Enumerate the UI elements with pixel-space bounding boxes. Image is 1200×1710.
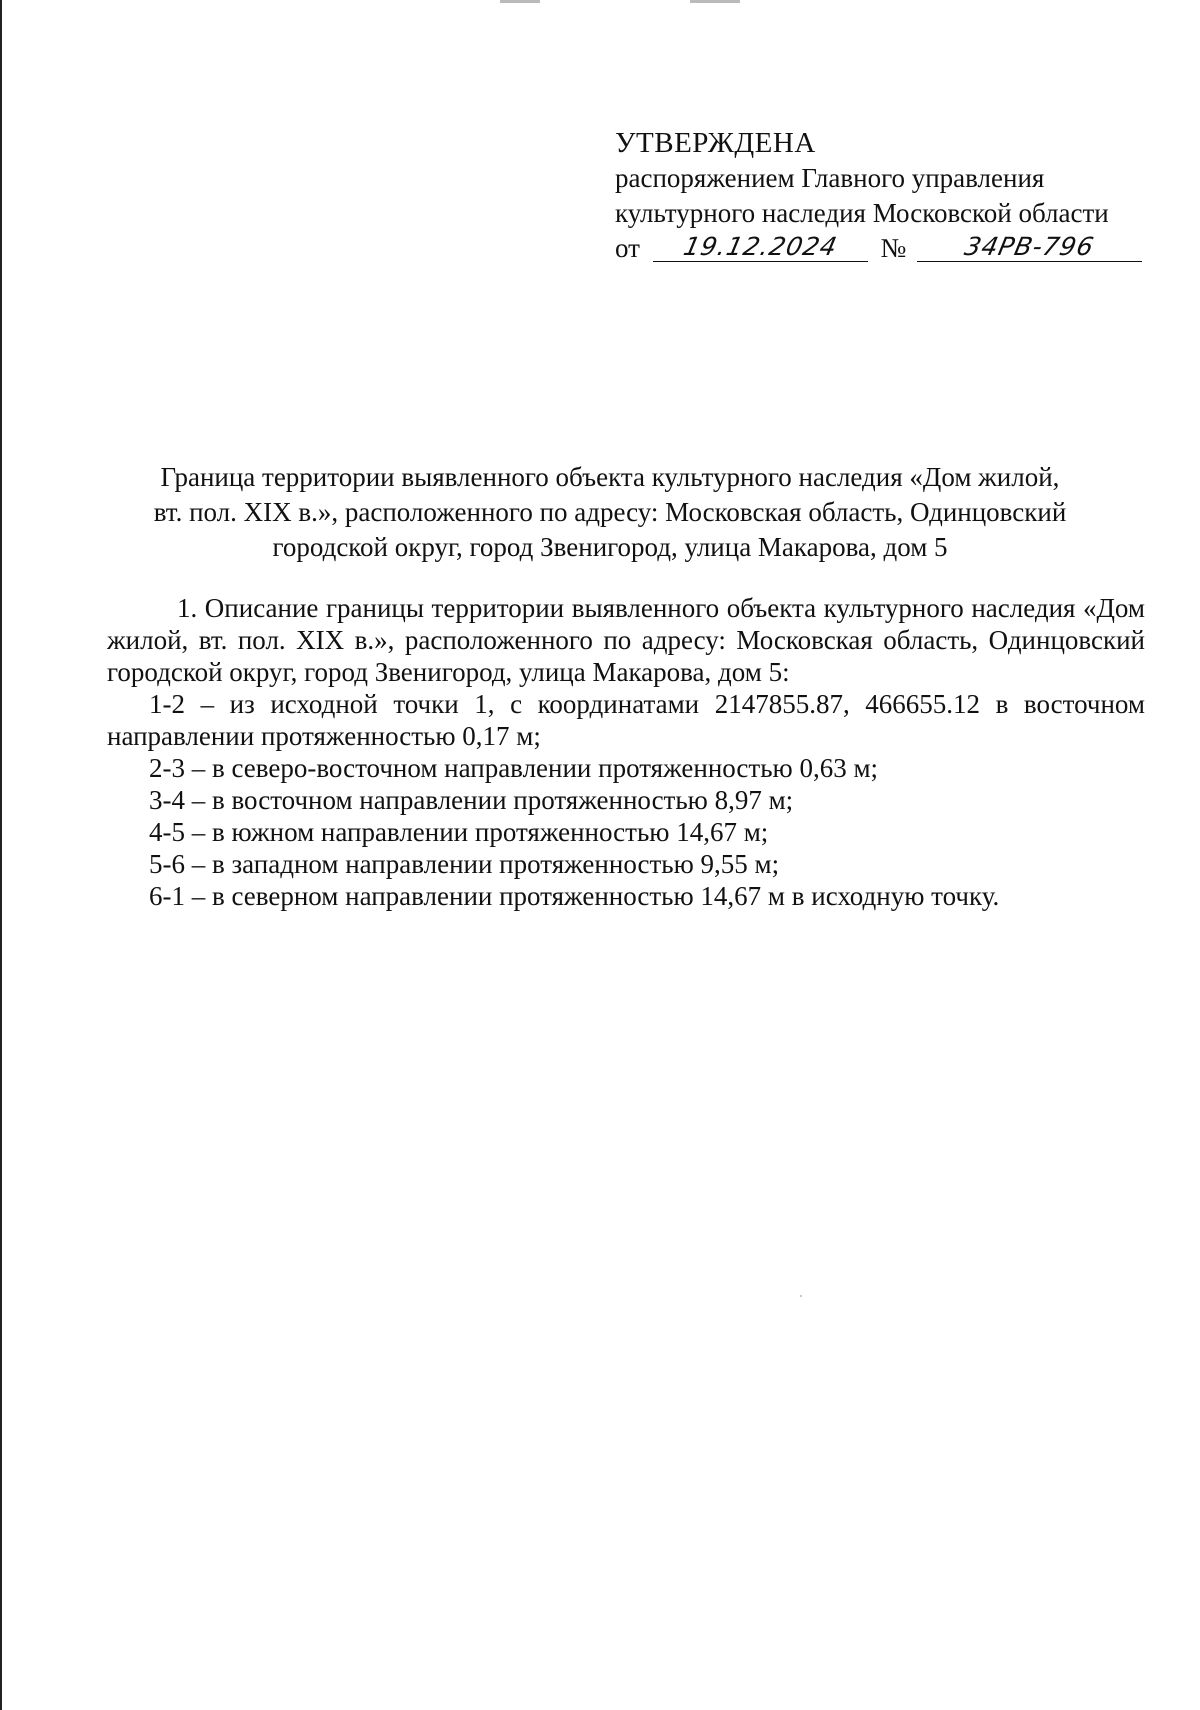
document-title bbox=[130, 460, 1090, 565]
scan-top-mark bbox=[690, 0, 740, 3]
segment-5-6: 5-6 – в западном направлении протяженностью 9,55 м; bbox=[149, 849, 780, 879]
number-prefix: № bbox=[880, 233, 907, 263]
handwritten-number: 34РВ-796 bbox=[961, 232, 1097, 261]
approval-line-1: распоряжением Главного управления bbox=[615, 163, 1045, 193]
document-title-line-3: городской округ, город Звенигород, улица Макарова, дом 5 bbox=[272, 532, 948, 562]
approval-line-2: культурного наследия Московской области bbox=[615, 198, 1109, 228]
handwritten-date: 19.12.2024 bbox=[680, 232, 840, 261]
date-prefix: от bbox=[615, 233, 640, 263]
approval-stamp-block bbox=[615, 126, 1175, 269]
scan-speck bbox=[800, 1295, 802, 1297]
boundary-description bbox=[107, 592, 1145, 912]
description-intro: 1. Описание границы территории выявленного объекта культурного наследия «Дом жилой, вт. пол. XIX в.», расположенного по адресу: Московская область, Одинцовский городской округ, город Звенигород, улица Макарова, дом 5: bbox=[107, 593, 1145, 687]
scan-top-mark bbox=[500, 0, 540, 3]
segment-4-5: 4-5 – в южном направлении протяженностью 14,67 м; bbox=[149, 817, 769, 847]
approval-date-number-line bbox=[615, 231, 1175, 269]
number-field bbox=[917, 231, 1142, 262]
document-title-line-2: вт. пол. XIX в.», расположенного по адресу: Московская область, Одинцовский bbox=[153, 497, 1067, 527]
segment-3-4: 3-4 – в восточном направлении протяженностью 8,97 м; bbox=[149, 785, 794, 815]
scan-left-edge bbox=[0, 0, 2, 1710]
date-field bbox=[653, 231, 868, 262]
document-title-line-1: Граница территории выявленного объекта культурного наследия «Дом жилой, bbox=[160, 462, 1060, 492]
segment-6-1: 6-1 – в северном направлении протяженностью 14,67 м в исходную точку. bbox=[149, 881, 1000, 911]
segment-1-2: 1-2 – из исходной точки 1, с координатами 2147855.87, 466655.12 в восточном направлении протяженностью 0,17 м; bbox=[107, 689, 1145, 751]
approval-title: УТВЕРЖДЕНА bbox=[615, 127, 816, 159]
segment-2-3: 2-3 – в северо-восточном направлении протяженностью 0,63 м; bbox=[149, 753, 879, 783]
